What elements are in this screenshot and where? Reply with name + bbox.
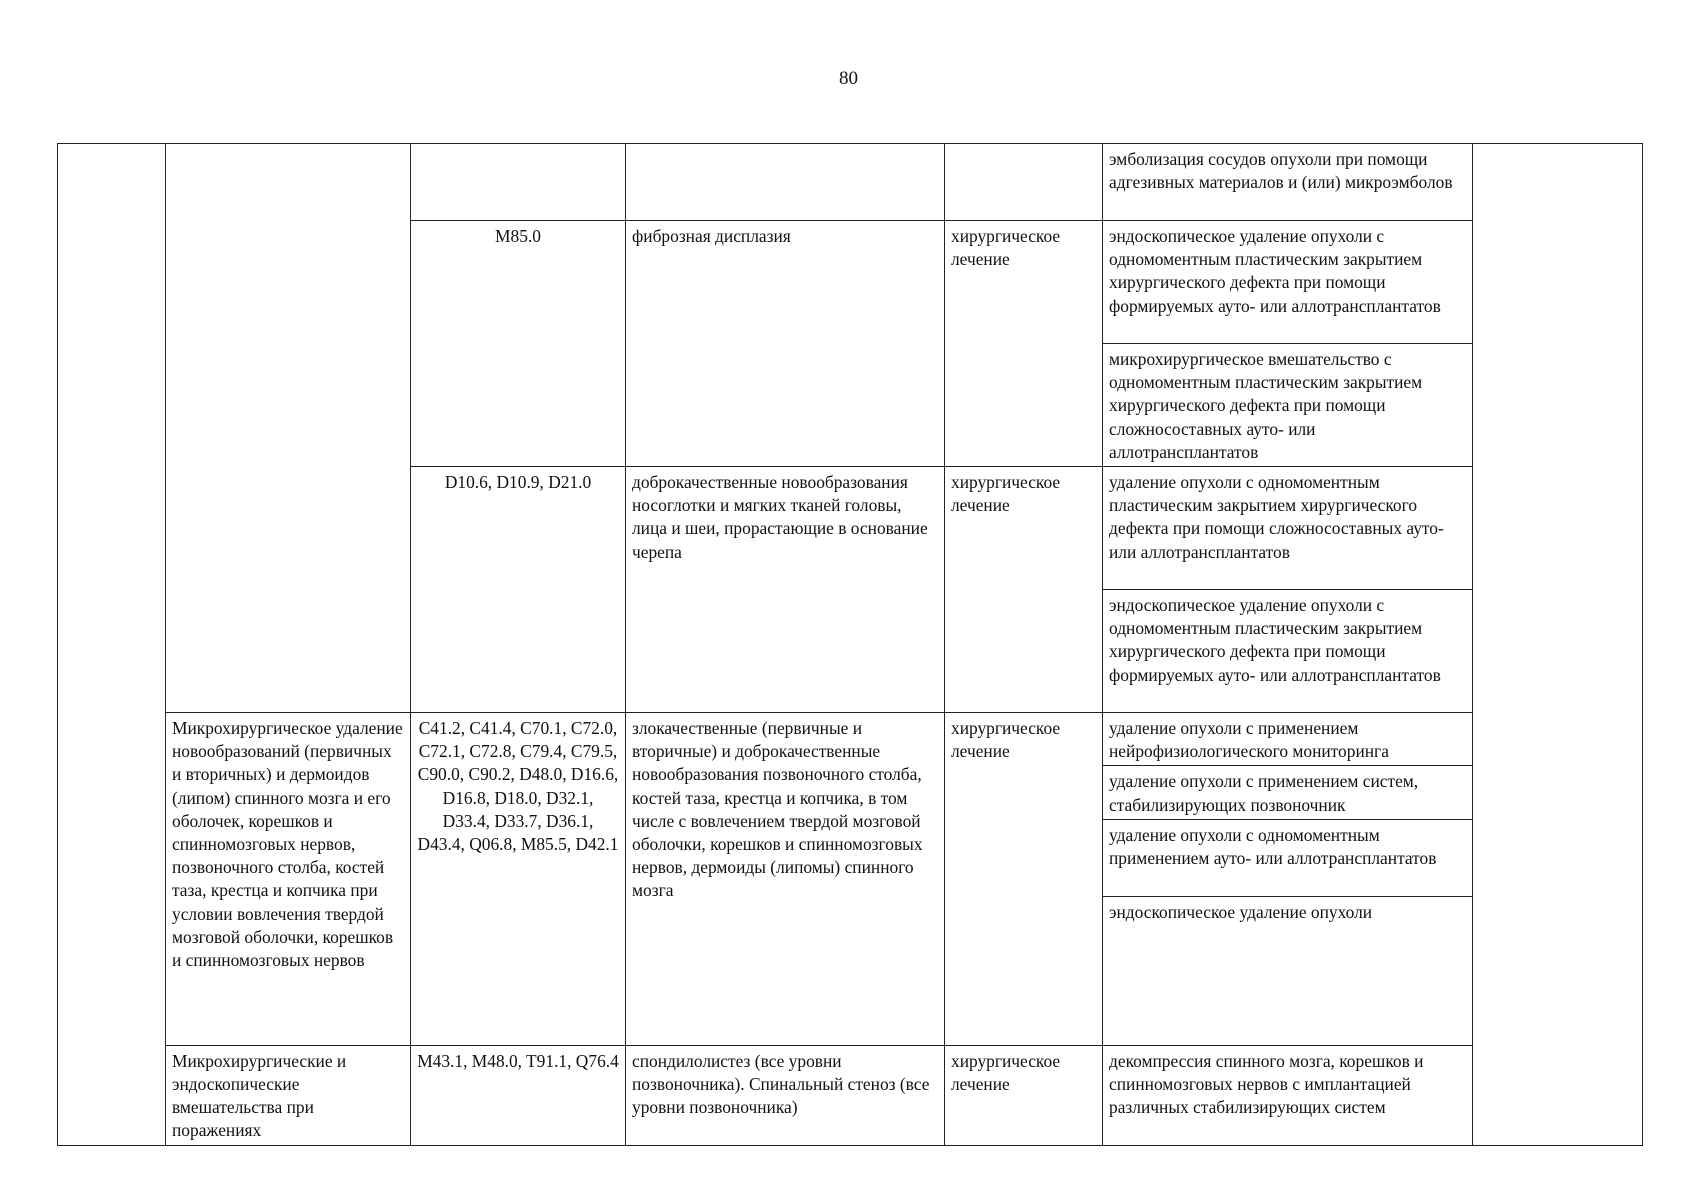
code-cell: D10.6, D10.9, D21.0 [411,467,626,713]
method-cell: микрохирургическое вмешательство с одномоментным пластическим закрытием хирургического дефекта при помощи сложносоставных ауто- или аллотрансплантатов [1103,344,1473,467]
method-cell: удаление опухоли с применением нейрофизиологического мониторинга [1103,713,1473,766]
code-cell [411,144,626,221]
treatment-cell: хирургическое лечение [945,1045,1103,1145]
model-cell: спондилолистез (все уровни позвоночника). Спинальный стеноз (все уровни позвоночника) [626,1045,945,1145]
method-cell: декомпрессия спинного мозга, корешков и спинномозговых нервов с имплантацией различных стабилизирующих систем [1103,1045,1473,1145]
method-cell: эндоскопическое удаление опухоли с одномоментным пластическим закрытием хирургического дефекта при помощи формируемых ауто- или аллотрансплантатов [1103,221,1473,344]
model-cell: доброкачественные новообразования носоглотки и мягких тканей головы, лица и шеи, прорастающие в основание черепа [626,467,945,713]
type-cell [166,144,411,713]
code-cell: C41.2, C41.4, C70.1, C72.0, C72.1, C72.8, C79.4, C79.5, C90.0, C90.2, D48.0, D16.6, D16.8, D18.0, D32.1, D33.4, D33.7, D36.1, D43.4, Q06.8, M85.5, D42.1 [411,713,626,1046]
model-cell [626,144,945,221]
table-row [58,144,1643,221]
method-cell: эндоскопическое удаление опухоли [1103,896,1473,1045]
page-number: 80 [839,68,858,89]
type-cell: Микрохирургическое удаление новообразований (первичных и вторичных) и дермоидов (липом) спинного мозга и его оболочек, корешков и спинномозговых нервов, позвоночного столба, костей таза, крестца и копчика при условии вовлечения твердой мозговой оболочки, корешков и спинномозговых нервов [166,713,411,1046]
table-row [58,1045,1643,1145]
number-cell [58,144,166,1146]
code-cell: M43.1, M48.0, T91.1, Q76.4 [411,1045,626,1145]
norm-cell [1473,144,1643,1146]
treatment-cell [945,144,1103,221]
method-cell: удаление опухоли с одномоментным пластическим закрытием хирургического дефекта при помощи сложносоставных ауто- или аллотрансплантатов [1103,467,1473,590]
method-cell: удаление опухоли с одномоментным применением ауто- или аллотрансплантатов [1103,819,1473,896]
treatment-cell: хирургическое лечение [945,467,1103,713]
method-cell: эндоскопическое удаление опухоли с одномоментным пластическим закрытием хирургического дефекта при помощи формируемых ауто- или аллотрансплантатов [1103,590,1473,713]
table-row [58,713,1643,766]
method-cell: удаление опухоли с применением систем, стабилизирующих позвоночник [1103,766,1473,819]
method-cell: эмболизация сосудов опухоли при помощи адгезивных материалов и (или) микроэмболов [1103,144,1473,221]
treatment-cell: хирургическое лечение [945,713,1103,1046]
model-cell: фиброзная дисплазия [626,221,945,467]
treatment-cell: хирургическое лечение [945,221,1103,467]
model-cell: злокачественные (первичные и вторичные) и доброкачественные новообразования позвоночного столба, костей таза, крестца и копчика, в том числе с вовлечением твердой мозговой оболочки, корешков и спинномозговых нервов, дермоиды (липомы) спинного мозга [626,713,945,1046]
code-cell: M85.0 [411,221,626,467]
medical-care-table [57,143,1643,1146]
type-cell: Микрохирургические и эндоскопические вмешательства при поражениях [166,1045,411,1145]
